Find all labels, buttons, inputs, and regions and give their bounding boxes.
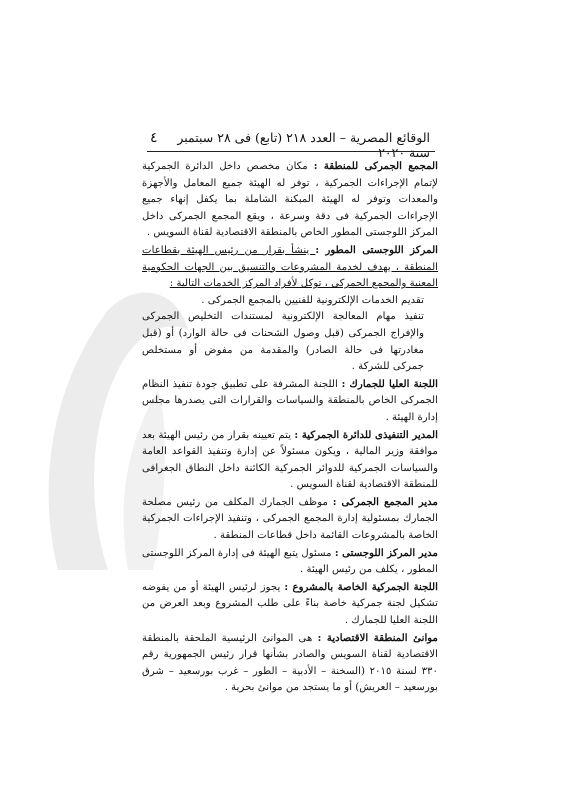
definition-logistics-center bbox=[142, 242, 438, 293]
definition-supreme-committee bbox=[142, 376, 438, 427]
definition-complex-director bbox=[142, 494, 438, 545]
definition-economic-zone-ports bbox=[142, 630, 438, 697]
definition-text: مكان مخصص داخل الدائرة الجمركية لإتمام الإجراءات الجمركية ، توفر له الهيئة جميع المعامل والأجهزة والمعدات وتوفر له الهيئة المبكنة الشاملة بما يكفل إنهاء جميع الإجراءات الجمركية فى دقة وسرعة ، ويقع المجمع الجمركى داخل المركز اللوجستى المطور الخاص بالمنطقة الاقتصادية لقناة السويس . bbox=[142, 161, 438, 239]
definition-text: هى الموانئ الرئيسية الملحقة بالمنطقة الاقتصادية لقناة السويس والصادر بشأنها قرار رئيس الجمهورية رقم ٣٣٠ لسنة ٢٠١٥ (السخنة – الأدبية – الطور – غرب بورسعيد – شرق بورسعيد – العريش) أو ما يستجد من موانئ بحرية . bbox=[142, 632, 438, 694]
term-label: مدير المجمع الجمركى : bbox=[332, 495, 438, 508]
header-divider bbox=[147, 151, 435, 152]
service-text: تنفيذ مهام المعالجة الإلكترونية لمستندات التخليص الجمركى والإفراج الجمركى (قبل وصول الشحنات فى حالة الوارد) أو (قبل مغادرتها فى حالة الصادر) والمقدمة من مفوض أو مستخلص جمركى للشركة . bbox=[142, 311, 424, 373]
header-title: الوقائع المصرية – العدد ٢١٨ (تابع) فى ٢٨ سبتمبر سنة ٢٠٢٠ bbox=[177, 130, 430, 160]
definition-customs-complex bbox=[142, 158, 438, 242]
definition-text-underlined: ينشأ بقرار من رئيس الهيئة بقطاعات المنطقة ، يهدف لخدمة المشروعات والتنسيق بين الجهات الحكومية المعنية والمجمع الجمركى ، توكل لأفراد المركز الخدمات التالية : bbox=[142, 244, 438, 290]
definition-logistics-director bbox=[142, 545, 438, 579]
term-label: اللجنة الجمركية الخاصة بالمشروع : bbox=[284, 580, 438, 593]
term-label: المركز اللوجستى المطور : bbox=[315, 243, 438, 256]
term-label: المجمع الجمركى للمنطقة : bbox=[313, 160, 438, 172]
service-text: تقديم الخدمات الإلكترونية للفنيين بالمجمع الجمركى . bbox=[201, 294, 424, 306]
definition-project-committee bbox=[142, 579, 438, 630]
definition-text: اللجنة المشرفة على تطبيق جودة تنفيذ النظام الجمركى الخاص بالمنطقة والسياسات والقرارات التى يصدرها مجلس إدارة الهيئة . bbox=[142, 378, 438, 423]
definition-executive-director bbox=[142, 427, 438, 494]
page-number: ٤ bbox=[150, 130, 158, 146]
definition-text: موظف الجمارك المكلف من رئيس مصلحة الجمارك بمسئولية إدارة المجمع الجمركى ، وتنفيذ الإجراءات الجمركية الخاصة بالمشروعات القائمة داخل قطاعات المنطقة . bbox=[142, 496, 438, 542]
term-label: اللجنة العليا للجمارك : bbox=[341, 377, 438, 390]
definition-text: مسئول يتبع الهيئة فى إدارة المركز اللوجستى المطور ، يكلف من رئيس الهيئة . bbox=[142, 547, 438, 576]
service-item bbox=[142, 293, 438, 310]
term-label: مدير المركز اللوجستى : bbox=[334, 546, 438, 559]
definition-text: يجوز لرئيس الهيئة أو من يفوضه تشكيل لجنة جمركية خاصة بناءً على طلب المشروع وبعد العرض من اللجنة العليا للجمارك . bbox=[142, 581, 438, 627]
term-label: موانئ المنطقة الاقتصادية : bbox=[317, 631, 438, 644]
service-item bbox=[142, 309, 438, 375]
definition-text: يتم تعيينه بقرار من رئيس الهيئة بعد موافقة وزير المالية ، ويكون مسئولاً عن إدارة وتنفيذ القواعد العامة والسياسات الجمركية للدوائر الجمركية الكائنة داخل النطاق الجغرافى للمنطقة الاقتصادية لقناة السويس . bbox=[142, 429, 438, 491]
page-header bbox=[150, 130, 430, 160]
document-body bbox=[142, 158, 438, 697]
term-label: المدير التنفيذى للدائرة الجمركية : bbox=[294, 428, 438, 441]
